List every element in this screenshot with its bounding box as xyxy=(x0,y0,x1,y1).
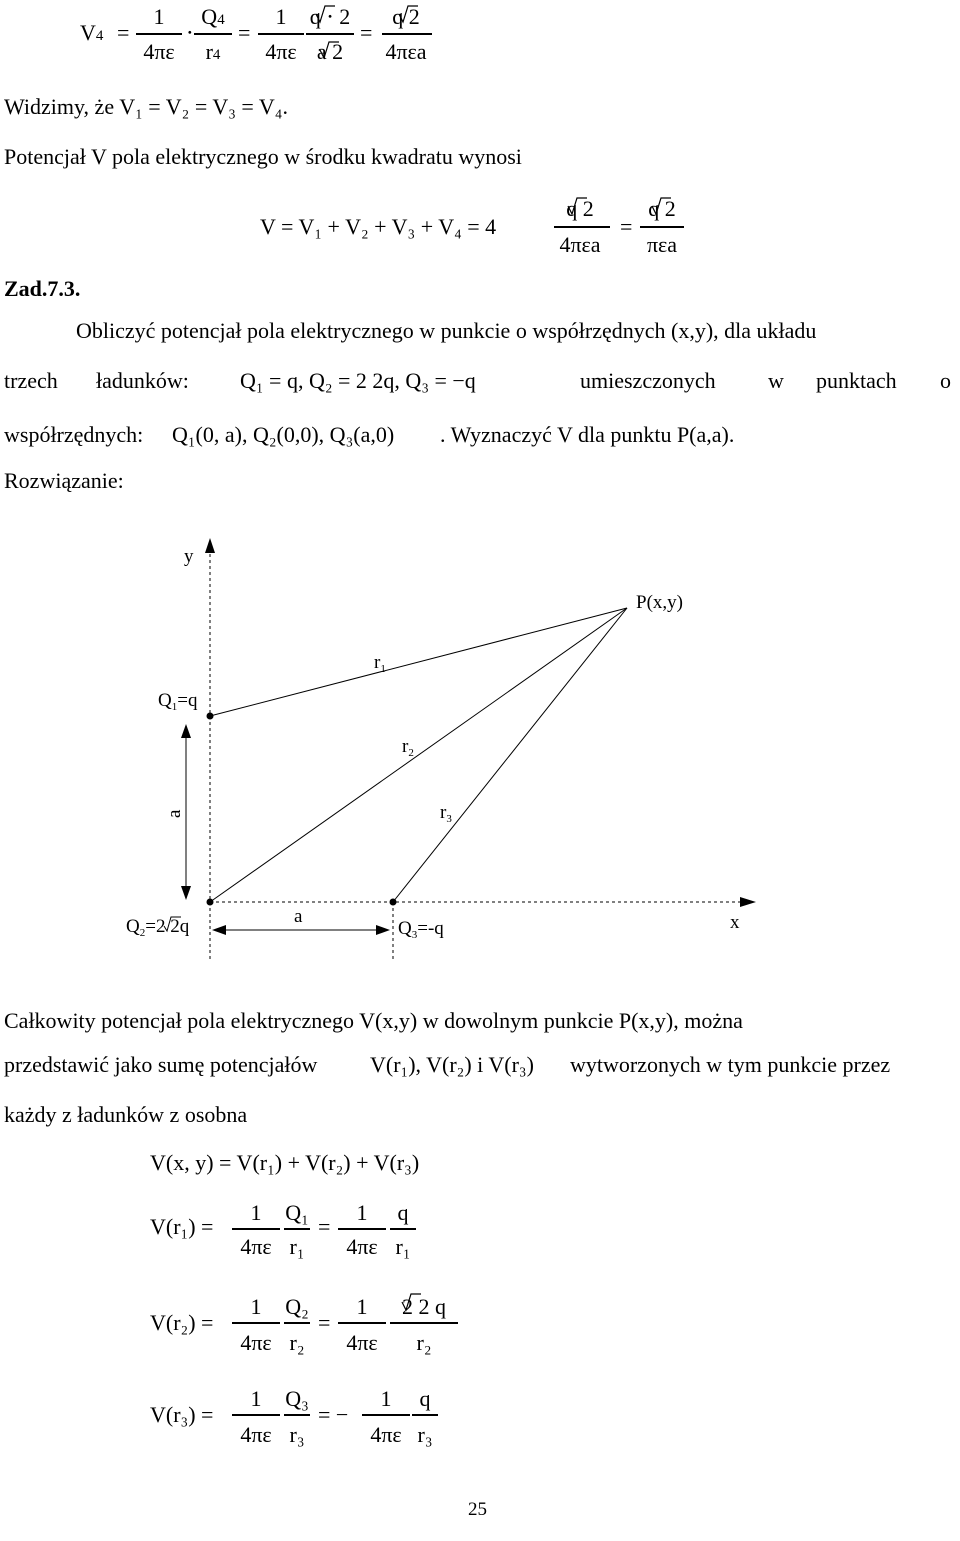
fraction-num: q 2 xyxy=(648,196,676,221)
word: trzech xyxy=(4,368,58,393)
eq-v4-lhs: V4 xyxy=(80,20,104,45)
eq-sign: = xyxy=(360,20,373,45)
word: umieszczonych xyxy=(580,368,716,393)
fraction: 1 xyxy=(153,4,165,29)
fraction-num: Q4 xyxy=(201,4,225,29)
fraction-den: r₃ xyxy=(417,1422,433,1447)
word: o xyxy=(940,368,951,393)
fraction-den: 4πε xyxy=(240,1234,272,1259)
eq-lhs: V(r₃) = xyxy=(150,1402,214,1427)
eq-sign: = − xyxy=(318,1402,349,1427)
fraction-den: r₁ xyxy=(395,1234,411,1259)
eq-sign: = xyxy=(620,214,633,239)
fraction-num: 1 xyxy=(356,1294,368,1319)
fraction-den: 4πε xyxy=(346,1330,378,1355)
word: punktach xyxy=(816,368,897,393)
fraction-den: πεa xyxy=(646,232,678,257)
fraction-num: 2 2 q xyxy=(402,1294,446,1319)
word: ładunków: xyxy=(96,368,189,393)
fraction-num: 1 xyxy=(380,1386,392,1411)
fraction-den: 4πε xyxy=(240,1330,272,1355)
x-axis-label: x xyxy=(730,912,740,933)
dim-a-vertical-label: a xyxy=(164,809,185,818)
word: współrzędnych: xyxy=(4,422,144,447)
solution-label: Rozwiązanie: xyxy=(4,468,124,493)
fraction-num: 1 xyxy=(275,4,287,29)
fraction-num: q ⋅ 2 xyxy=(309,4,351,29)
paragraph-line-3: każdy z ładunków z osobna xyxy=(4,1102,248,1127)
problem-line-1: Obliczyć potencjał pola elektrycznego w punkcie o współrzędnych (x,y), dla układu xyxy=(76,318,817,343)
text-potencjal: Potencjał V pola elektrycznego w środku kwadratu wynosi xyxy=(4,144,522,169)
page-number: 25 xyxy=(468,1499,487,1520)
fraction-den: 4πε xyxy=(370,1422,402,1447)
inline-equation: Q₁ = q, Q₂ = 2 2q, Q₃ = −q xyxy=(240,368,476,393)
eq-sign: = xyxy=(117,20,130,45)
y-axis-label: y xyxy=(184,546,194,567)
fraction-den: 4πε xyxy=(346,1234,378,1259)
fraction-den: 4πε xyxy=(240,1422,272,1447)
fraction-den: r₃ xyxy=(289,1422,305,1447)
r3-label: $r_3$ xyxy=(440,802,452,825)
r1-label: $r_1$ xyxy=(374,652,386,675)
word: w xyxy=(768,368,784,393)
fraction-den: 4πε xyxy=(265,39,297,64)
fraction-den: a 2 xyxy=(316,39,344,64)
q2-label: $Q_2=2$ 2q xyxy=(126,916,190,939)
text: przedstawić jako sumę potencjałów xyxy=(4,1052,318,1077)
inline-equation: Q₁(0, a), Q₂(0,0), Q₃(a,0) xyxy=(172,422,395,447)
eq-lhs: V(r₁) = xyxy=(150,1214,214,1239)
text: . Wyznaczyć V dla punktu P(a,a). xyxy=(440,422,735,447)
eq-sign: = xyxy=(318,1310,331,1335)
section-title: Zad.7.3. xyxy=(4,276,81,301)
fraction-num: Q₃ xyxy=(285,1386,309,1411)
fraction-den: r₂ xyxy=(289,1330,305,1355)
fraction-den: r4 xyxy=(205,39,221,64)
fraction-num: Q₁ xyxy=(285,1200,309,1225)
equation-sum: V(x, y) = V(r₁) + V(r₂) + V(r₃) xyxy=(150,1150,420,1175)
fraction-num: 1 xyxy=(356,1200,368,1225)
dim-a-horizontal-label: a xyxy=(294,906,303,927)
eq-v-lhs: V = V₁ + V₂ + V₃ + V₄ = 4 xyxy=(260,214,497,239)
fraction-num: 1 xyxy=(250,1200,262,1225)
dot-operator: ⋅ xyxy=(186,20,194,45)
fraction-den: 4πε xyxy=(143,39,175,64)
fraction-num: Q₂ xyxy=(285,1294,309,1319)
fraction-num: 1 xyxy=(250,1294,262,1319)
fraction-den: r₁ xyxy=(289,1234,305,1259)
eq-sign: = xyxy=(238,20,251,45)
fraction-num: q 2 xyxy=(392,4,420,29)
fraction-den: r₂ xyxy=(416,1330,432,1355)
fraction-num: 1 xyxy=(250,1386,262,1411)
r2-label: $r_2$ xyxy=(402,736,414,759)
inline-equation: V(r₁), V(r₂) i V(r₃) xyxy=(370,1052,534,1077)
q1-label: $Q_1=q$ xyxy=(158,690,198,713)
fraction-num: q xyxy=(419,1386,431,1411)
point-p-label: P(x,y) xyxy=(636,592,683,613)
text: wytworzonych w tym punkcie przez xyxy=(570,1052,891,1077)
fraction-den: 4πεa xyxy=(385,39,427,64)
text-widzimy: Widzimy, że V₁ = V₂ = V₃ = V₄. xyxy=(4,94,288,119)
fraction-num: q xyxy=(397,1200,409,1225)
paragraph-line-1: Całkowity potencjał pola elektrycznego V(x,y) w dowolnym punkcie P(x,y), można xyxy=(4,1008,743,1033)
q3-label: $Q_3=-q$ xyxy=(398,918,444,941)
eq-lhs: V(r₂) = xyxy=(150,1310,214,1335)
fraction-num: q 2 xyxy=(566,196,594,221)
fraction-den: 4πεa xyxy=(559,232,601,257)
eq-sign: = xyxy=(318,1214,331,1239)
